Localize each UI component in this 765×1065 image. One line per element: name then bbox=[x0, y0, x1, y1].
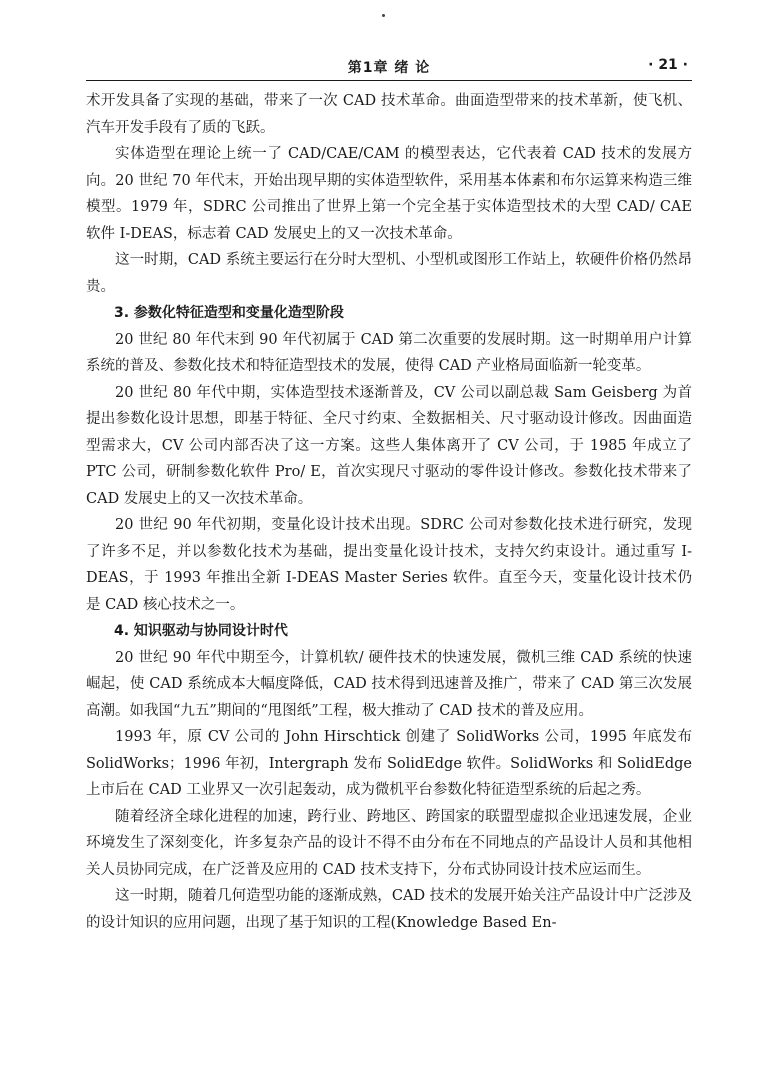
page-number: · 21 · bbox=[648, 57, 688, 73]
paragraph: 20 世纪 80 年代中期，实体造型技术逐渐普及，CV 公司以副总裁 Sam Geisberg 为首提出参数化设计思想，即基于特征、全尺寸约束、全数据相关、尺寸驱动设计修改。因曲面造型需求大，CV 公司内部否决了这一方案。这些人集体离开了 CV 公司，于 1985 年成立了 PTC 公司，研制参数化软件 Pro/ E，首次实现尺寸驱动的零件设计修改。参数化技术带来了 CAD 发展史上的又一次技术革命。 bbox=[86, 384, 692, 507]
section-heading: 3. 参数化特征造型和变量化造型阶段 bbox=[114, 305, 344, 321]
body-text bbox=[86, 88, 692, 936]
paragraph: 20 世纪 90 年代中期至今，计算机软/ 硬件技术的快速发展，微机三维 CAD 系统的快速崛起，使 CAD 系统成本大幅度降低，CAD 技术得到迅速普及推广，带来了 CAD 第三次发展高潮。如我国“九五”期间的“甩图纸”工程，极大推动了 CAD 技术的普及应用。 bbox=[86, 649, 692, 719]
paragraph: 实体造型在理论上统一了 CAD/CAE/CAM 的模型表达，它代表着 CAD 技术的发展方向。20 世纪 70 年代末，开始出现早期的实体造型软件，采用基本体素和布尔运算来构造三维模型。1979 年，SDRC 公司推出了世界上第一个完全基于实体造型技术的大型 CAD/ CAE 软件 I-DEAS，标志着 CAD 发展史上的又一次技术革命。 bbox=[86, 146, 692, 242]
section-heading: 4. 知识驱动与协同设计时代 bbox=[114, 623, 288, 639]
paragraph: 这一时期，CAD 系统主要运行在分时大型机、小型机或图形工作站上，软硬件价格仍然昂贵。 bbox=[86, 252, 692, 295]
page-header bbox=[86, 54, 692, 81]
paragraph: 随着经济全球化进程的加速，跨行业、跨地区、跨国家的联盟型虚拟企业迅速发展，企业环境发生了深刻变化，许多复杂产品的设计不得不由分布在不同地点的产品设计人员和其他相关人员协同完成，在广泛普及应用的 CAD 技术支持下，分布式协同设计技术应运而生。 bbox=[86, 808, 692, 878]
chapter-title: 第1章 绪 论 bbox=[347, 60, 431, 76]
scan-dot bbox=[382, 14, 385, 17]
paragraph: 1993 年，原 CV 公司的 John Hirschtick 创建了 SolidWorks 公司，1995 年底发布 SolidWorks；1996 年初，Intergraph 发布 SolidEdge 软件。SolidWorks 和 SolidEdge上市后在 CAD 工业界又一次引起轰动，成为微机平台参数化特征造型系统的后起之秀。 bbox=[86, 729, 692, 798]
paragraph: 这一时期，随着几何造型功能的逐渐成熟，CAD 技术的发展开始关注产品设计中广泛涉及的设计知识的应用问题，出现了基于知识的工程(Knowledge Based En- bbox=[86, 888, 692, 931]
paragraph: 术开发具备了实现的基础，带来了一次 CAD 技术革命。曲面造型带来的技术革新，使飞机、汽车开发手段有了质的飞跃。 bbox=[86, 93, 692, 136]
paragraph: 20 世纪 90 年代初期，变量化设计技术出现。SDRC 公司对参数化技术进行研究，发现了许多不足，并以参数化技术为基础，提出变量化设计技术，支持欠约束设计。通过重写 I-DEAS，于 1993 年推出全新 I-DEAS Master Series 软件。直至今天，变量化设计技术仍是 CAD 核心技术之一。 bbox=[86, 517, 692, 613]
paragraph: 20 世纪 80 年代末到 90 年代初属于 CAD 第二次重要的发展时期。这一时期单用户计算系统的普及、参数化技术和特征造型技术的发展，使得 CAD 产业格局面临新一轮变革。 bbox=[86, 331, 692, 374]
